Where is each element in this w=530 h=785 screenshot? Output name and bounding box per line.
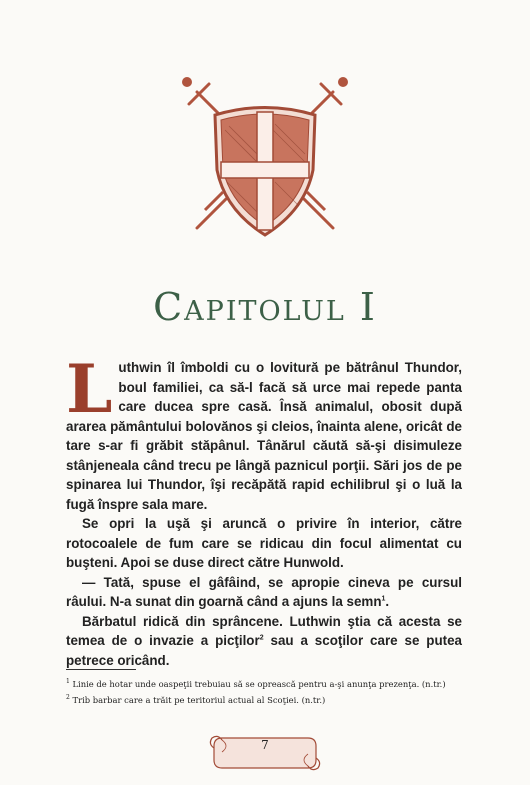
paragraph-text: — Tată, spuse el gâfâind, se apropie cineva pe cursul râului. N-a sunat din goarnă când a ajuns la semn [66, 574, 462, 609]
page-number: 7 [261, 738, 269, 752]
footnote-text: Trib barbar care a trăit pe teritoriul actual al Scoţiei. (n.tr.) [72, 695, 326, 705]
footnote-number: 1 [66, 678, 70, 686]
paragraph-text: Bărbatul ridică din sprâncene. Luthwin ştia că acesta se temea de o invazie a picţilor [66, 613, 462, 648]
footnote-item [66, 676, 466, 692]
paragraph [66, 573, 462, 612]
footnote-divider [66, 669, 136, 670]
paragraph-text: sau a scoţilor care se putea petrece oricând. [66, 633, 462, 668]
paragraph-text: uthwin îl îmboldi cu o lovitură pe bătrânul Thundor, boul familiei, ca să-l facă să urce mai repede panta care ducea spre casă. Însă animalul, obosit după ararea pământului bolovănos şi cleios, înainta alene, oricât de tare s-ar fi grăbit stăpânul. Tânărul căută să-şi disimuleze stânjeneala când trecu pe lângă paznicul porţii. Sări jos de pe spinarea lui Thundor, îşi recăpătă rapid echilibrul şi o luă la fugă înspre sala mare. [66, 360, 462, 512]
chapter-body [66, 350, 462, 670]
chapter-title: Capitolul I [153, 285, 377, 329]
footnote-number: 2 [66, 694, 70, 702]
paragraph [66, 350, 462, 514]
footnote-ref: 2 [259, 634, 264, 642]
footnote-item [66, 692, 466, 708]
drop-cap: L [66, 350, 113, 428]
footnotes [66, 676, 466, 708]
footnote-text: Linie de hotar unde oaspeţii trebuiau să se oprească pentru a-şi anunţa prezenţa. (n.tr.) [72, 679, 446, 689]
paragraph-text: . [385, 594, 390, 609]
paragraph [66, 612, 462, 671]
paragraph-text: Se opri la uşă şi aruncă o privire în interior, către rotocoalele de fum care se ridicau din focul alimentat cu buşteni. Apoi se duse direct către Hunwold. [66, 516, 462, 570]
footnote-ref: 1 [381, 595, 386, 603]
paragraph [66, 514, 462, 573]
shield-crossed-swords-icon [165, 70, 365, 245]
